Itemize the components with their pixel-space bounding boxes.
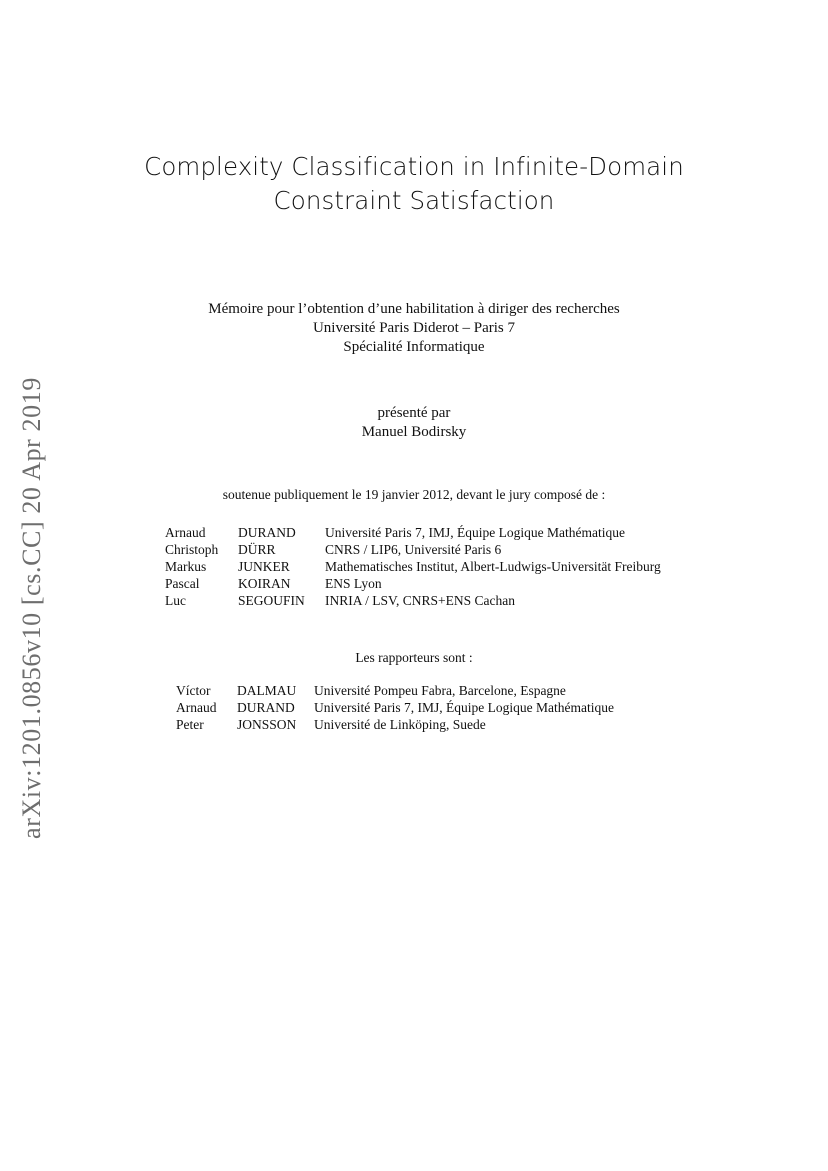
rapporteur-last-name: DALMAU xyxy=(237,683,297,698)
presented-by-block xyxy=(0,404,828,442)
memoire-specialty: Spécialité Informatique xyxy=(343,339,485,355)
rapporteur-last-name: JONSSON xyxy=(237,717,297,732)
jury-first-name: Arnaud xyxy=(165,525,206,540)
jury-last-name: JUNKER xyxy=(238,559,290,574)
jury-affiliation: CNRS / LIP6, Université Paris 6 xyxy=(325,542,502,557)
jury-table xyxy=(165,524,661,609)
table-row xyxy=(176,716,614,733)
rapporteur-first-name: Víctor xyxy=(176,683,211,698)
table-row xyxy=(165,575,661,592)
table-row xyxy=(165,592,661,609)
jury-first-name: Luc xyxy=(165,593,186,608)
jury-first-name: Christoph xyxy=(165,542,219,557)
presented-by-label: présenté par xyxy=(377,405,451,421)
rapporteur-affiliation: Université Paris 7, IMJ, Équipe Logique Mathématique xyxy=(314,700,614,715)
rapporteurs-table xyxy=(176,682,614,733)
jury-affiliation: Mathematisches Institut, Albert-Ludwigs-Universität Freiburg xyxy=(325,559,661,574)
defense-statement: soutenue publiquement le 19 janvier 2012, devant le jury composé de : xyxy=(222,487,606,502)
document-title xyxy=(0,150,828,218)
table-row xyxy=(165,558,661,575)
rapporteurs-heading: Les rapporteurs sont : xyxy=(355,650,473,665)
jury-last-name: SEGOUFIN xyxy=(238,593,305,608)
title-line-1: Complexity Classification in Infinite-Domain xyxy=(144,152,684,181)
table-row xyxy=(176,682,614,699)
rapporteur-last-name: DURAND xyxy=(237,700,295,715)
author-name: Manuel Bodirsky xyxy=(361,424,467,440)
rapporteur-affiliation: Université de Linköping, Suede xyxy=(314,717,486,732)
jury-first-name: Pascal xyxy=(165,576,200,591)
jury-affiliation: ENS Lyon xyxy=(325,576,382,591)
title-line-2: Constraint Satisfaction xyxy=(273,186,555,215)
table-row xyxy=(176,699,614,716)
jury-last-name: DÜRR xyxy=(238,542,276,557)
memoire-block xyxy=(0,300,828,357)
memoire-university: Université Paris Diderot – Paris 7 xyxy=(312,320,516,336)
jury-affiliation: Université Paris 7, IMJ, Équipe Logique Mathématique xyxy=(325,525,625,540)
rapporteur-first-name: Arnaud xyxy=(176,700,217,715)
memoire-purpose: Mémoire pour l’obtention d’une habilitation à diriger des recherches xyxy=(208,301,620,317)
jury-last-name: DURAND xyxy=(238,525,296,540)
jury-last-name: KOIRAN xyxy=(238,576,291,591)
table-row xyxy=(165,524,661,541)
rapporteur-first-name: Peter xyxy=(176,717,204,732)
arxiv-identifier: arXiv:1201.0856v10 [cs.CC] 20 Apr 2019 xyxy=(17,377,46,839)
rapporteur-affiliation: Université Pompeu Fabra, Barcelone, Espagne xyxy=(314,683,566,698)
table-row xyxy=(165,541,661,558)
jury-affiliation: INRIA / LSV, CNRS+ENS Cachan xyxy=(325,593,516,608)
jury-first-name: Markus xyxy=(165,559,207,574)
